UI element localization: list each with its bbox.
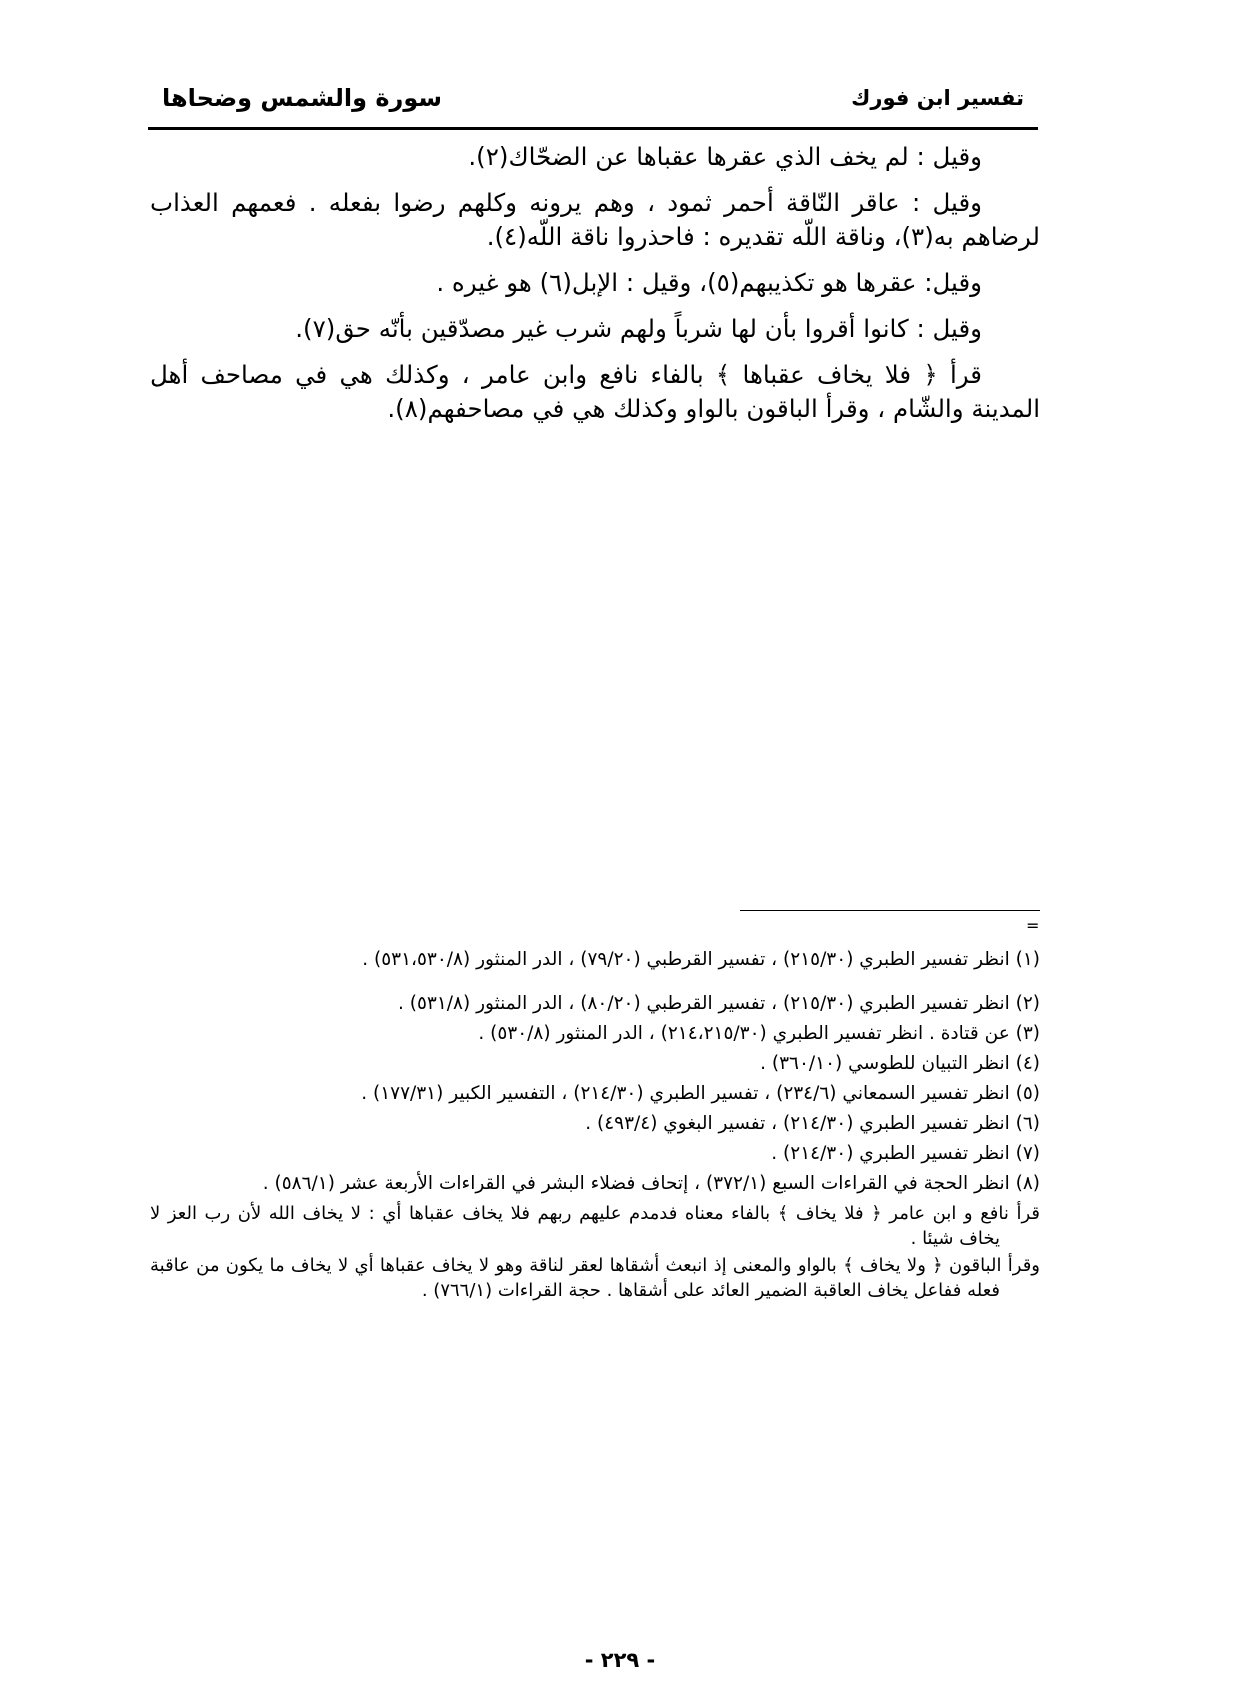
running-header	[148, 82, 1038, 122]
reading-note: وقرأ الباقون ﴿ ولا يخاف ﴾ بالواو والمعنى إذ انبعث أشقاها لعقر لناقة وهو لا يخاف عقباها أي لا يخاف ما يكون من عاقبة فعله ففاعل يخاف العاقبة الضمير العائد على أشقاها . حجة القراءات (٧٦٦/١) .	[150, 1255, 1040, 1301]
page-number: - ٢٢٩ -	[584, 1648, 656, 1672]
footnote: (٣) عن قتادة . انظر تفسير الطبري (٢١٤،٢١٥/٣٠) ، الدر المنثور (٥٣٠/٨) .	[478, 1023, 1040, 1044]
footnotes	[150, 947, 1040, 1305]
paragraph: وقيل : لم يخف الذي عقرها عقباها عن الضحّاك(٢).	[468, 142, 982, 171]
paragraph: وقيل : عاقر النّاقة أحمر ثمود ، وهم يرونه وكلهم رضوا بفعله . فعمهم العذاب لرضاهم به(٣)، وناقة اللّه تقديره : فاحذروا ناقة اللّه(٤).	[150, 188, 1040, 251]
footnote: (١) انظر تفسير الطبري (٢١٥/٣٠) ، تفسير القرطبي (٧٩/٢٠) ، الدر المنثور (٥٣١،٥٣٠/٨) .	[362, 949, 1040, 970]
footnote: (٢) انظر تفسير الطبري (٢١٥/٣٠) ، تفسير القرطبي (٨٠/٢٠) ، الدر المنثور (٥٣١/٨) .	[398, 993, 1040, 1014]
footnote-continuation-mark: =	[1026, 916, 1040, 935]
paragraph: قرأ ﴿ فلا يخاف عقباها ﴾ بالفاء نافع وابن عامر ، وكذلك هي في مصاحف أهل المدينة والشّام ، وقرأ الباقون بالواو وكذلك هي في مصاحفهم(٨).	[150, 360, 1040, 423]
reading-note: قرأ نافع و ابن عامر ﴿ فلا يخاف ﴾ بالفاء معناه فدمدم عليهم ربهم فلا يخاف عقباها أي : لا يخاف الله لأن رب العز لا يخاف شيئا .	[150, 1203, 1040, 1249]
footnote: (٨) انظر الحجة في القراءات السبع (٣٧٢/١) ، إتحاف فضلاء البشر في القراءات الأربعة عشر (٥٨٦/١) .	[262, 1173, 1040, 1194]
paragraph: وقيل : كانوا أقروا بأن لها شرباً ولهم شرب غير مصدّقين بأنّه حق(٧).	[295, 314, 982, 343]
paragraph: وقيل: عقرها هو تكذيبهم(٥)، وقيل : الإبل(٦) هو غيره .	[436, 268, 982, 297]
footnote-divider	[740, 910, 1040, 911]
header-divider	[148, 127, 1038, 130]
surah-title: سورة والشمس وضحاها	[162, 84, 443, 112]
main-text	[150, 140, 1040, 438]
footnote: (٦) انظر تفسير الطبري (٢١٤/٣٠) ، تفسير البغوي (٤٩٣/٤) .	[585, 1113, 1040, 1134]
footnote: (٧) انظر تفسير الطبري (٢١٤/٣٠) .	[771, 1143, 1040, 1164]
book-title: تفسير ابن فورك	[851, 86, 1024, 110]
footnote: (٤) انظر التبيان للطوسي (٣٦٠/١٠) .	[760, 1053, 1040, 1074]
footnote: (٥) انظر تفسير السمعاني (٢٣٤/٦) ، تفسير الطبري (٢١٤/٣٠) ، التفسير الكبير (١٧٧/٣١) .	[361, 1083, 1040, 1104]
